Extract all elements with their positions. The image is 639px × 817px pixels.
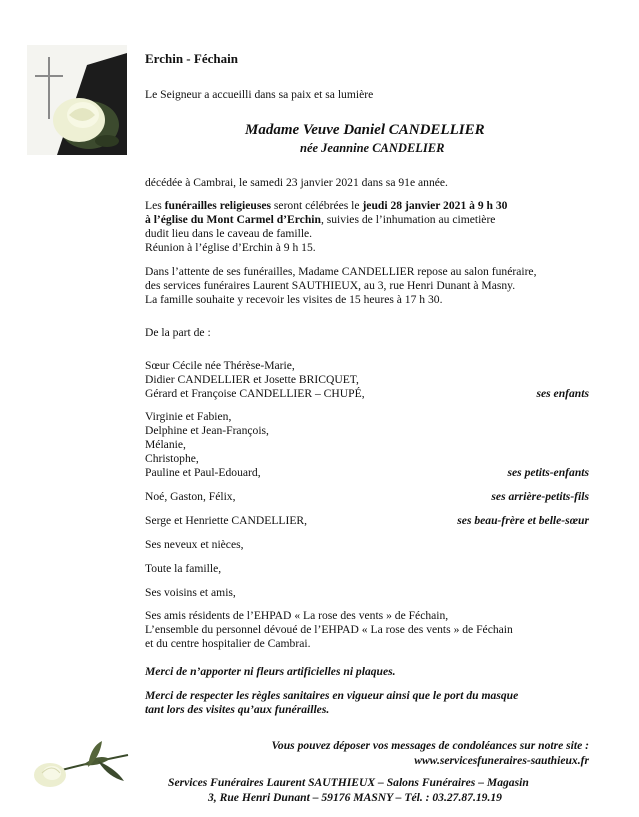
- death-notice: décédée à Cambrai, le samedi 23 janvier 2021 dans sa 91e année.: [145, 176, 448, 189]
- great-grandchildren: Noé, Gaston, Félix,: [145, 490, 236, 503]
- condolences-text: Vous pouvez déposer vos messages de condoléances sur notre site :: [271, 739, 589, 752]
- child-3: Gérard et Françoise CANDELLIER – CHUPÉ,: [145, 387, 365, 400]
- ehpad-line-3: et du centre hospitalier de Cambrai.: [145, 637, 311, 650]
- from-label: De la part de :: [145, 326, 211, 339]
- funeral-line-3: dudit lieu dans le caveau de famille.: [145, 227, 313, 240]
- funeral-text: seront célébrées le: [271, 199, 363, 212]
- rose-footer-image: [28, 733, 138, 795]
- funeral-text: , suivies de l’inhumation au cimetière: [320, 213, 496, 226]
- whole-family: Toute la famille,: [145, 562, 222, 575]
- ehpad-line-2: L’ensemble du personnel dévoué de l’EHPAD « La rose des vents » de Féchain: [145, 623, 513, 636]
- flowers-request: Merci de n’apporter ni fleurs artificielles ni plaques.: [145, 665, 396, 678]
- sanitary-request-2: tant lors des visites qu’aux funérailles.: [145, 703, 330, 716]
- funeral-type: funérailles religieuses: [164, 199, 272, 212]
- grandchildren-label: ses petits-enfants: [507, 466, 589, 479]
- rose-cross-image: [27, 45, 127, 155]
- funeral-line-1: [145, 199, 507, 213]
- funeral-text: Les: [145, 199, 165, 212]
- funeral-line-2: [145, 213, 495, 227]
- grandchild-2: Delphine et Jean-François,: [145, 424, 269, 437]
- birth-name: née Jeannine CANDELIER: [300, 141, 445, 155]
- visits-line-3: La famille souhaite y recevoir les visites de 15 heures à 17 h 30.: [145, 293, 443, 306]
- sanitary-request-1: Merci de respecter les règles sanitaires en vigueur ainsi que le port du masque: [145, 689, 519, 702]
- funeral-date: jeudi 28 janvier 2021 à 9 h 30: [362, 199, 508, 212]
- funeral-line-4: Réunion à l’église d’Erchin à 9 h 15.: [145, 241, 316, 254]
- grandchild-4: Christophe,: [145, 452, 199, 465]
- in-laws-label: ses beau-frère et belle-sœur: [457, 514, 589, 527]
- grandchild-3: Mélanie,: [145, 438, 186, 451]
- visits-line-1: Dans l’attente de ses funérailles, Madame CANDELLIER repose au salon funéraire,: [145, 265, 537, 278]
- grandchild-5: Pauline et Paul-Edouard,: [145, 466, 261, 479]
- great-grandchildren-label: ses arrière-petits-fils: [491, 490, 589, 503]
- in-laws: Serge et Henriette CANDELLIER,: [145, 514, 308, 527]
- child-1: Sœur Cécile née Thérèse-Marie,: [145, 359, 295, 372]
- visits-line-2: des services funéraires Laurent SAUTHIEUX, au 3, rue Henri Dunant à Masny.: [145, 279, 516, 292]
- funeral-church: à l’église du Mont Carmel d’Erchin: [145, 213, 321, 226]
- company-name: Services Funéraires Laurent SAUTHIEUX – Salons Funéraires – Magasin: [168, 776, 529, 789]
- intro-text: Le Seigneur a accueilli dans sa paix et sa lumière: [145, 88, 374, 101]
- child-2: Didier CANDELLIER et Josette BRICQUET,: [145, 373, 359, 386]
- deceased-name: Madame Veuve Daniel CANDELLIER: [245, 122, 485, 138]
- website-link[interactable]: www.servicesfuneraires-sauthieux.fr: [414, 754, 589, 767]
- ehpad-line-1: Ses amis résidents de l’EHPAD « La rose des vents » de Féchain,: [145, 609, 449, 622]
- neighbors-friends: Ses voisins et amis,: [145, 586, 236, 599]
- grandchild-1: Virginie et Fabien,: [145, 410, 232, 423]
- nephews-nieces: Ses neveux et nièces,: [145, 538, 244, 551]
- company-address: 3, Rue Henri Dunant – 59176 MASNY – Tél. : 03.27.87.19.19: [208, 791, 502, 804]
- location-heading: Erchin - Féchain: [145, 51, 238, 66]
- children-label: ses enfants: [536, 387, 589, 400]
